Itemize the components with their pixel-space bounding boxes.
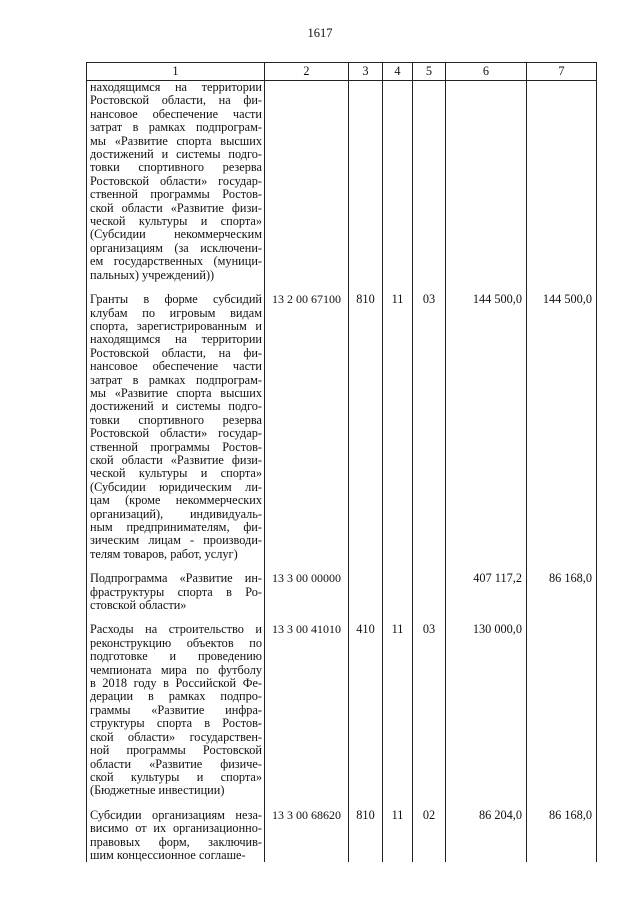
row-pr: 03 [413, 623, 446, 797]
row-description [87, 572, 265, 612]
description-line: мы «Развитие спорта высших [90, 385, 262, 400]
row-description [87, 81, 265, 283]
description-line: структуры спорта в Ростов- [90, 716, 262, 731]
description-line: ем государственных (муници- [90, 254, 262, 269]
description-line: пальных) учреждений)) [90, 267, 215, 282]
description-line: ственной программы Ростов- [90, 187, 262, 202]
row-sum-2020: 86 168,0 [527, 572, 597, 612]
description-line: (Бюджетные инвестиции) [90, 783, 225, 798]
description-line: спорта, зарегистрированным и [90, 318, 262, 333]
row-description [87, 623, 265, 797]
description-line: нансовое обеспечение части [90, 106, 262, 121]
row-description [87, 293, 265, 561]
table-body [87, 81, 597, 863]
column-header: 5 [413, 63, 446, 81]
table-row [87, 572, 597, 612]
row-rz: 11 [383, 293, 413, 561]
row-pr: 03 [413, 293, 446, 561]
description-line: ской культуры и спорта» [90, 769, 262, 784]
row-sum-2020: 144 500,0 [527, 293, 597, 561]
row-code: 13 3 00 41010 [265, 623, 349, 797]
description-line: (Субсидии некоммерческим [90, 227, 262, 242]
row-sum-2019 [446, 81, 527, 283]
column-header: 2 [265, 63, 349, 81]
description-line: мы «Развитие спорта высших [90, 133, 262, 148]
description-line: Ростовской области» государ- [90, 173, 262, 188]
spacer-cell [413, 561, 446, 572]
description-line: ной программы Ростовской [90, 743, 262, 758]
row-vr: 810 [349, 293, 383, 561]
row-code [265, 81, 349, 283]
description-line: Подпрограмма «Развитие ин- [90, 571, 262, 586]
description-line: ческой культуры и спорта» [90, 466, 262, 481]
row-rz [383, 81, 413, 283]
description-line: Субсидии организациям неза- [90, 807, 262, 822]
row-sum-2020 [527, 81, 597, 283]
row-vr [349, 81, 383, 283]
description-line: дерации в рамках подпро- [90, 689, 262, 704]
description-line: стовской области» [90, 598, 187, 613]
row-vr: 410 [349, 623, 383, 797]
description-line: Ростовской области» государ- [90, 426, 262, 441]
row-sum-2019: 130 000,0 [446, 623, 527, 797]
page-number: 1617 [307, 26, 333, 40]
row-code: 13 3 00 68620 [265, 809, 349, 863]
description-line: находящимся на территории [90, 332, 262, 347]
table-header-row [87, 63, 597, 81]
description-line: Ростовской области, на фи- [90, 345, 262, 360]
spacer-cell [527, 612, 597, 623]
row-pr [413, 81, 446, 283]
row-sum-2020: 86 168,0 [527, 809, 597, 863]
description-line: достижений и системы подго- [90, 147, 262, 162]
row-pr: 02 [413, 809, 446, 863]
row-sum-2019: 144 500,0 [446, 293, 527, 561]
table-row [87, 809, 597, 863]
row-rz [383, 572, 413, 612]
description-line: граммы «Развитие инфра- [90, 702, 262, 717]
description-line: достижений и системы подго- [90, 399, 262, 414]
description-line: клубам по игровым видам [90, 305, 262, 320]
column-header: 6 [446, 63, 527, 81]
budget-table [86, 62, 597, 862]
table-row [87, 623, 597, 797]
description-line: телям товаров, работ, услуг) [90, 546, 238, 561]
description-line: затрат в рамках подпрограм- [90, 120, 262, 135]
table-row [87, 293, 597, 561]
description-line: Ростовской области, на фи- [90, 93, 262, 108]
description-line: фраструктуры спорта в Ро- [90, 584, 262, 599]
row-rz: 11 [383, 623, 413, 797]
description-line: в 2018 году в Российской Фе- [90, 676, 262, 691]
description-line: товки спортивного резерва [90, 412, 262, 427]
row-sum-2019: 407 117,2 [446, 572, 527, 612]
description-line: чемпионата мира по футболу [90, 662, 262, 677]
table-row [87, 81, 597, 283]
description-line: организациям (за исключени- [90, 240, 262, 255]
description-line: ным предпринимателям, фи- [90, 520, 262, 534]
row-code: 13 3 00 00000 [265, 572, 349, 612]
description-line: шим концессионное соглаше- [90, 847, 246, 862]
row-sum-2020 [527, 623, 597, 797]
description-line: нансовое обеспечение части [90, 359, 262, 374]
description-line: ской области «Развитие физи- [90, 452, 262, 467]
description-line: (Субсидии юридическим ли- [90, 479, 262, 494]
description-line: ской области «Развитие физи- [90, 200, 262, 215]
column-header: 1 [87, 63, 265, 81]
column-header: 4 [383, 63, 413, 81]
description-line: затрат в рамках подпрограм- [90, 372, 262, 387]
spacer-cell [349, 561, 383, 572]
row-rz: 11 [383, 809, 413, 863]
row-description [87, 809, 265, 863]
description-line: товки спортивного резерва [90, 160, 262, 175]
description-line: реконструкцию объектов по [90, 635, 262, 650]
description-line: области «Развитие физиче- [90, 756, 262, 771]
description-line: висимо от их организационно- [90, 821, 262, 836]
description-line: зическим лицам - производи- [90, 533, 262, 548]
row-code: 13 2 00 67100 [265, 293, 349, 561]
column-header: 3 [349, 63, 383, 81]
description-line: Расходы на строительство и [90, 622, 262, 637]
description-line: правовых форм, заключив- [90, 834, 262, 849]
description-line: цам (кроме некоммерческих [90, 493, 262, 508]
description-line: ственной программы Ростов- [90, 439, 262, 454]
description-line: ческой культуры и спорта» [90, 214, 262, 229]
row-vr [349, 572, 383, 612]
spacer-cell [383, 561, 413, 572]
row-vr: 810 [349, 809, 383, 863]
description-line: организаций), индивидуаль- [90, 506, 262, 521]
row-sum-2019: 86 204,0 [446, 809, 527, 863]
description-line: подготовке и проведению [90, 649, 262, 664]
description-line: Гранты в форме субсидий [90, 292, 262, 307]
description-line: ской области» государствен- [90, 729, 262, 744]
row-pr [413, 572, 446, 612]
description-line: находящимся на территории [90, 80, 262, 94]
column-header: 7 [527, 63, 597, 81]
